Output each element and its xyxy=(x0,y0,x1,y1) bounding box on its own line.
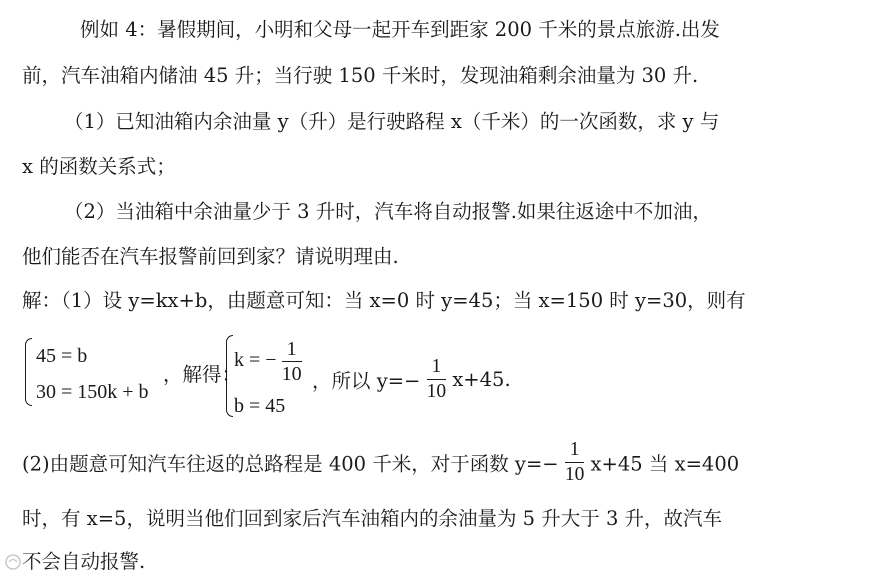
solve-label: ，解得： xyxy=(163,363,242,386)
part-2-denominator: 10 xyxy=(564,464,585,485)
result-expression xyxy=(312,355,511,404)
part-2-numerator: 1 xyxy=(565,438,585,463)
system-1-row-2: 30 = 150k + b xyxy=(36,381,149,403)
result-fraction xyxy=(427,355,447,404)
part-2-fraction xyxy=(565,438,585,487)
problem-line-1: 例如 4：暑假期间，小明和父母一起开车到距家 200 千米的景点旅游.出发 xyxy=(80,18,720,41)
k-lhs: k = − xyxy=(234,349,277,372)
question-2-line-1: （2）当油箱中余油量少于 3 升时，汽车将自动报警.如果往返途中不加油， xyxy=(64,200,712,223)
part-2-line-2: 时，有 x=5，说明当他们回到家后汽车油箱内的余油量为 5 升大于 3 升，故汽车 xyxy=(22,507,723,530)
system-2-k-row xyxy=(234,337,302,386)
problem-line-2: 前，汽车油箱内储油 45 升；当行驶 150 千米时，发现油箱剩余油量为 30 升. xyxy=(22,64,699,87)
part-2-line-1 xyxy=(22,438,739,487)
question-1-line-1: （1）已知油箱内余油量 y（升）是行驶路程 x（千米）的一次函数，求 y 与 xyxy=(64,110,720,133)
result-denominator: 10 xyxy=(426,381,447,402)
solution-line-1: 解：（1）设 y=kx+b，由题意可知：当 x=0 时 y=45；当 x=150 时 y=30，则有 xyxy=(22,289,746,312)
part-2-suffix: x+45 当 x=400 xyxy=(590,452,740,476)
watermark-icon xyxy=(4,553,24,574)
question-2-line-2: 他们能否在汽车报警前回到家？请说明理由. xyxy=(22,245,399,268)
part-2-line-3: 不会自动报警. xyxy=(22,550,146,573)
system-2-brace xyxy=(226,335,233,417)
result-prefix: ，所以 y=− xyxy=(312,369,421,393)
system-2-b-row: b = 45 xyxy=(234,395,286,417)
k-fraction xyxy=(282,337,302,386)
k-denominator: 10 xyxy=(281,363,302,385)
question-1-line-2: x 的函数关系式； xyxy=(22,155,176,178)
result-suffix: x+45. xyxy=(452,368,511,391)
result-numerator: 1 xyxy=(427,355,447,380)
k-numerator: 1 xyxy=(282,337,302,362)
system-1-brace xyxy=(25,338,32,406)
part-2-prefix: (2)由题意可知汽车往返的总路程是 400 千米，对于函数 y=− xyxy=(22,452,559,476)
system-1-row-1: 45 = b xyxy=(36,345,88,367)
